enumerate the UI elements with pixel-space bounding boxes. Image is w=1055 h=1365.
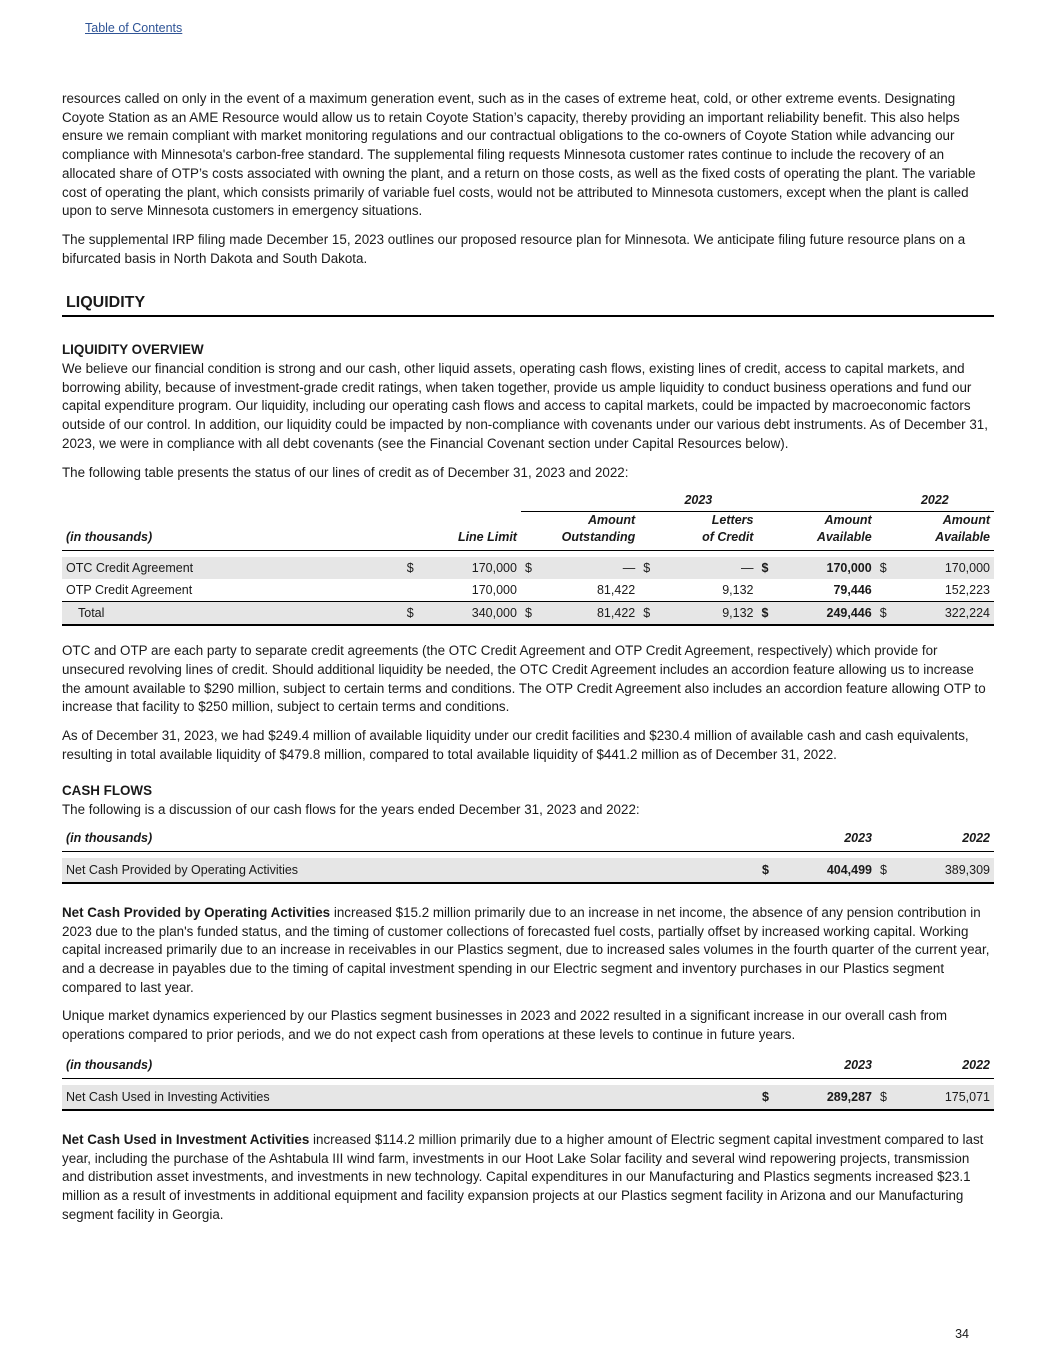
table-of-contents-link[interactable]: Table of Contents (85, 21, 183, 35)
liquidity-overview-heading: LIQUIDITY OVERVIEW (62, 342, 204, 358)
col-2023: 2023 (758, 1057, 876, 1079)
intro-paragraph-2: The supplemental IRP filing made December 15, 2023 outlines our proposed resource plan for Minnesota. We anticipate filing future resource plans on a bifurcated basis in North Dakota and South Dakota. (62, 231, 966, 266)
table-row: OTC Credit Agreement $ 170,000 $ — $ — $ 170,000 $ 170,000 (62, 557, 994, 579)
intro-paragraph-1: resources called on only in the event of a maximum generation event, such as in the cases of extreme heat, cold, or other extreme events. Designating Coyote Station as an AME Resource would allow us to retain Coyote Station’s capacity, thereby providing an important reliability benefit. This also helps ensure we remain compliant with market monitoring regulations and our contractual obligations to the co-owners of Coyote Station while advancing our compliance with Minnesota's carbon-free standard. The supplemental filing requests Minnesota customer rates continue to include the recovery of an allocated share of OTP’s costs associated with owning the plant, and a return on those costs, as well as the fixed costs of operating the plant. The variable cost of operating the plant, which consists primarily of variable fuel costs, would not be attributed to Minnesota customers, except when the plant is called upon to serve Minnesota customers in emergency situations. (62, 91, 976, 219)
cash-flows-heading: CASH FLOWS (62, 783, 153, 799)
plastics-paragraph: Unique market dynamics experienced by our Plastics segment businesses in 2023 and 2022 resulted in a significant increase in our overall cash from operations compared to prior periods, and we do not expect cash from operations at these levels to continue in future years. (62, 1008, 947, 1043)
table-row: OTP Credit Agreement 170,000 81,422 9,132 79,446 152,223 (66, 583, 990, 598)
col-line-limit: Line Limit (403, 512, 521, 551)
investing-cash-flow-table (62, 1057, 994, 1111)
lines-of-credit-table (62, 492, 994, 626)
credit-table-intro: The following table presents the status of our lines of credit as of December 31, 2023 and 2022: (62, 464, 629, 480)
available-liquidity-paragraph: As of December 31, 2023, we had $249.4 million of available liquidity under our credit facilities and $230.4 million of available cash and cash equivalents, resulting in total available liquidity of $479.8 million, compared to total available liquidity of $441.2 million as of December 31, 2022. (62, 728, 969, 762)
col-2022: 2022 (876, 830, 994, 852)
page-number: 34 (955, 1327, 969, 1341)
cash-flows-intro: The following is a discussion of our cash flows for the years ended December 31, 2023 and 2022: (62, 802, 640, 818)
liquidity-section-title: LIQUIDITY (62, 294, 994, 317)
col-amount-available-2022: Amount Available (876, 512, 994, 551)
col-amount-outstanding: Amount Outstanding (521, 512, 639, 551)
col-in-thousands: (in thousands) (62, 1057, 758, 1079)
operating-cash-flow-table (62, 830, 994, 884)
col-2023: 2023 (758, 830, 876, 852)
table-row-total: Total $ 340,000 $ 81,422 $ 9,132 $ 249,446 $ 322,224 (62, 602, 994, 626)
col-amount-available-2023: Amount Available (757, 512, 875, 551)
col-2022: 2022 (876, 1057, 994, 1079)
table-row: Net Cash Provided by Operating Activities $ 404,499 $ 389,309 (62, 858, 994, 883)
table-row: Net Cash Used in Investing Activities $ 289,287 $ 175,071 (62, 1085, 994, 1110)
col-letters-of-credit: Letters of Credit (639, 512, 757, 551)
col-in-thousands: (in thousands) (62, 830, 758, 852)
liquidity-overview-text: We believe our financial condition is strong and our cash, other liquid assets, operating cash flows, existing lines of credit, access to capital markets, and borrowing ability, because of investment-grade credit ratings, when taken together, provide us ample liquidity to conduct business operations and fund our capital expenditure program. Our liquidity, including our operating cash flows and access to capital markets, could be impacted by macroeconomic factors outside of our control. In addition, our liquidity could be impacted by non-compliance with covenants under our various debt instruments. As of December 31, 2023, we were in compliance with all debt covenants (see the Financial Covenant section under Capital Resources below). (62, 361, 988, 451)
investing-activities-paragraph: Net Cash Used in Investment Activities increased $114.2 million primarily due to a higher amount of Electric segment capital investment compared to last year, including the purchase of the Ashtabula III wind farm, investments in our Hoot Lake Solar facility and several wind repowering projects, transmission and distribution asset investments, and investments in new technology. Capital expenditures in our Manufacturing and Plastics segments increased $23.1 million as a result of investments in additional equipment and facility expansion projects at our Plastics segment facility in Arizona and our Manufacturing segment facility in Georgia. (62, 1131, 984, 1222)
year-2023-header: 2023 (521, 492, 876, 512)
operating-activities-paragraph: Net Cash Provided by Operating Activities increased $15.2 million primarily due to an increase in net income, the absence of any pension contribution in 2023 due to the plan's funded status, and the timing of customer collections of forecasted fuel costs, partially offset by increased working capital. Working capital increased primarily due to an increase in receivables in our Plastics segment, due to increased sales volumes in the fourth quarter of the current year, and a decrease in payables due to the timing of capital investment spending in our Electric segment and inventory purchases in our Plastics segment compared to last year. (62, 904, 990, 995)
year-2022-header: 2022 (876, 492, 994, 512)
credit-agreements-paragraph: OTC and OTP are each party to separate credit agreements (the OTC Credit Agreement and OTP Credit Agreement, respectively) which provide for unsecured revolving lines of credit. Should additional liquidity be needed, the OTC Credit Agreement includes an accordion feature allowing us to increase the amount available to $290 million, subject to certain terms and conditions. The OTP Credit Agreement also includes an accordion feature allowing OTP to increase that facility to $250 million, subject to certain terms and conditions. (62, 643, 986, 715)
col-in-thousands: (in thousands) (62, 512, 403, 551)
page-content (62, 90, 994, 1234)
